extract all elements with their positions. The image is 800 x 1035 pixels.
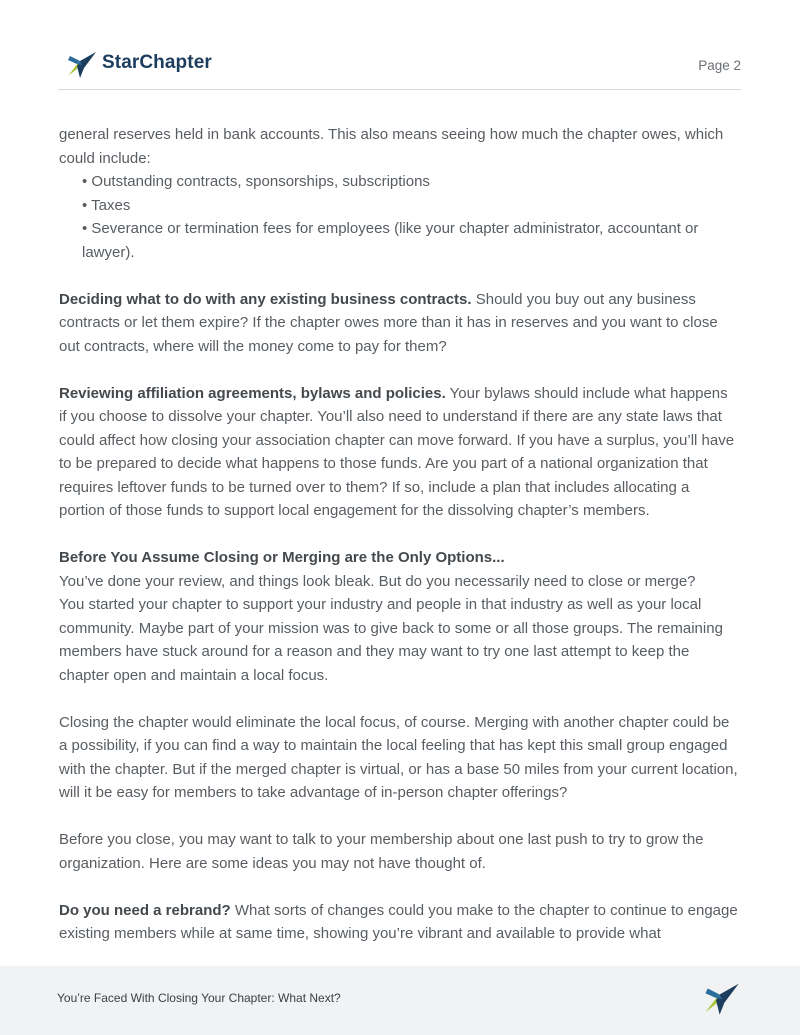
intro-paragraph: general reserves held in bank accounts. This also means seeing how much the chapter owes, which could include: [59, 126, 724, 167]
footer-title: You’re Faced With Closing Your Chapter: What Next? [57, 991, 341, 1005]
bylaws-lead: Reviewing affiliation agreements, bylaws and policies. [59, 384, 446, 402]
mission-paragraph: You started your chapter to support your industry and people in that industry as well as your local community. Maybe part of your mission was to give back to some or all those groups. The remaining members have stuck around for a reason and they may want to try one last attempt to keep the chapter open and maintain a local focus. [59, 596, 723, 684]
brand-name: StarChapter [102, 52, 212, 73]
rebrand-paragraph [59, 899, 739, 946]
document-body [59, 123, 739, 946]
contracts-text: Should you buy out any business contracts or let them expire? If the chapter owes more than it has in reserves and you want to close out contracts, where will the money come to pay for them? [59, 290, 718, 355]
page-header [58, 44, 741, 90]
rebrand-lead: Do you need a rebrand? [59, 901, 231, 919]
page-footer [0, 966, 800, 1035]
bylaws-text: Your bylaws should include what happens if you choose to dissolve your chapter. You’ll also need to understand if there are any state laws that could affect how closing your association chapter can move forward. If you have a surplus, you’ll have to be prepared to decide what happens to those funds. Are you part of a national organization that requires leftover funds to be turned over to them? If so, include a plan that includes allocating a portion of those funds to support local engagement for the dissolving chapter’s members. [59, 384, 735, 519]
star-chapter-logo-icon [703, 979, 741, 1017]
list-item: • Severance or termination fees for employees (like your chapter administrator, accountant or lawyer). [82, 217, 739, 264]
list-item: • Taxes [82, 194, 739, 218]
local-focus-paragraph: Closing the chapter would eliminate the local focus, of course. Merging with another chapter could be a possibility, if you can find a way to maintain the local feeling that has kept this small group engaged with the chapter. But if the merged chapter is virtual, or has a base 50 miles from your current location, will it be easy for members to take advantage of in-person chapter offerings? [59, 713, 738, 801]
page-number: Page 2 [698, 58, 741, 73]
rebrand-text: What sorts of changes could you make to the chapter to continue to engage existing members while at same time, showing you’re vibrant and available to provide what [59, 901, 738, 942]
contracts-lead: Deciding what to do with any existing business contracts. [59, 290, 472, 308]
review-paragraph: You’ve done your review, and things look bleak. But do you necessarily need to close or merge? [59, 572, 696, 590]
contracts-paragraph [59, 288, 739, 359]
last-push-paragraph: Before you close, you may want to talk to your membership about one last push to try to grow the organization. Here are some ideas you may not have thought of. [59, 831, 704, 872]
list-item: • Outstanding contracts, sponsorships, subscriptions [82, 170, 739, 194]
section-heading: Before You Assume Closing or Merging are the Only Options... [59, 549, 505, 566]
star-chapter-logo-icon [66, 48, 98, 80]
liabilities-list [59, 170, 739, 264]
bylaws-paragraph [59, 382, 739, 523]
